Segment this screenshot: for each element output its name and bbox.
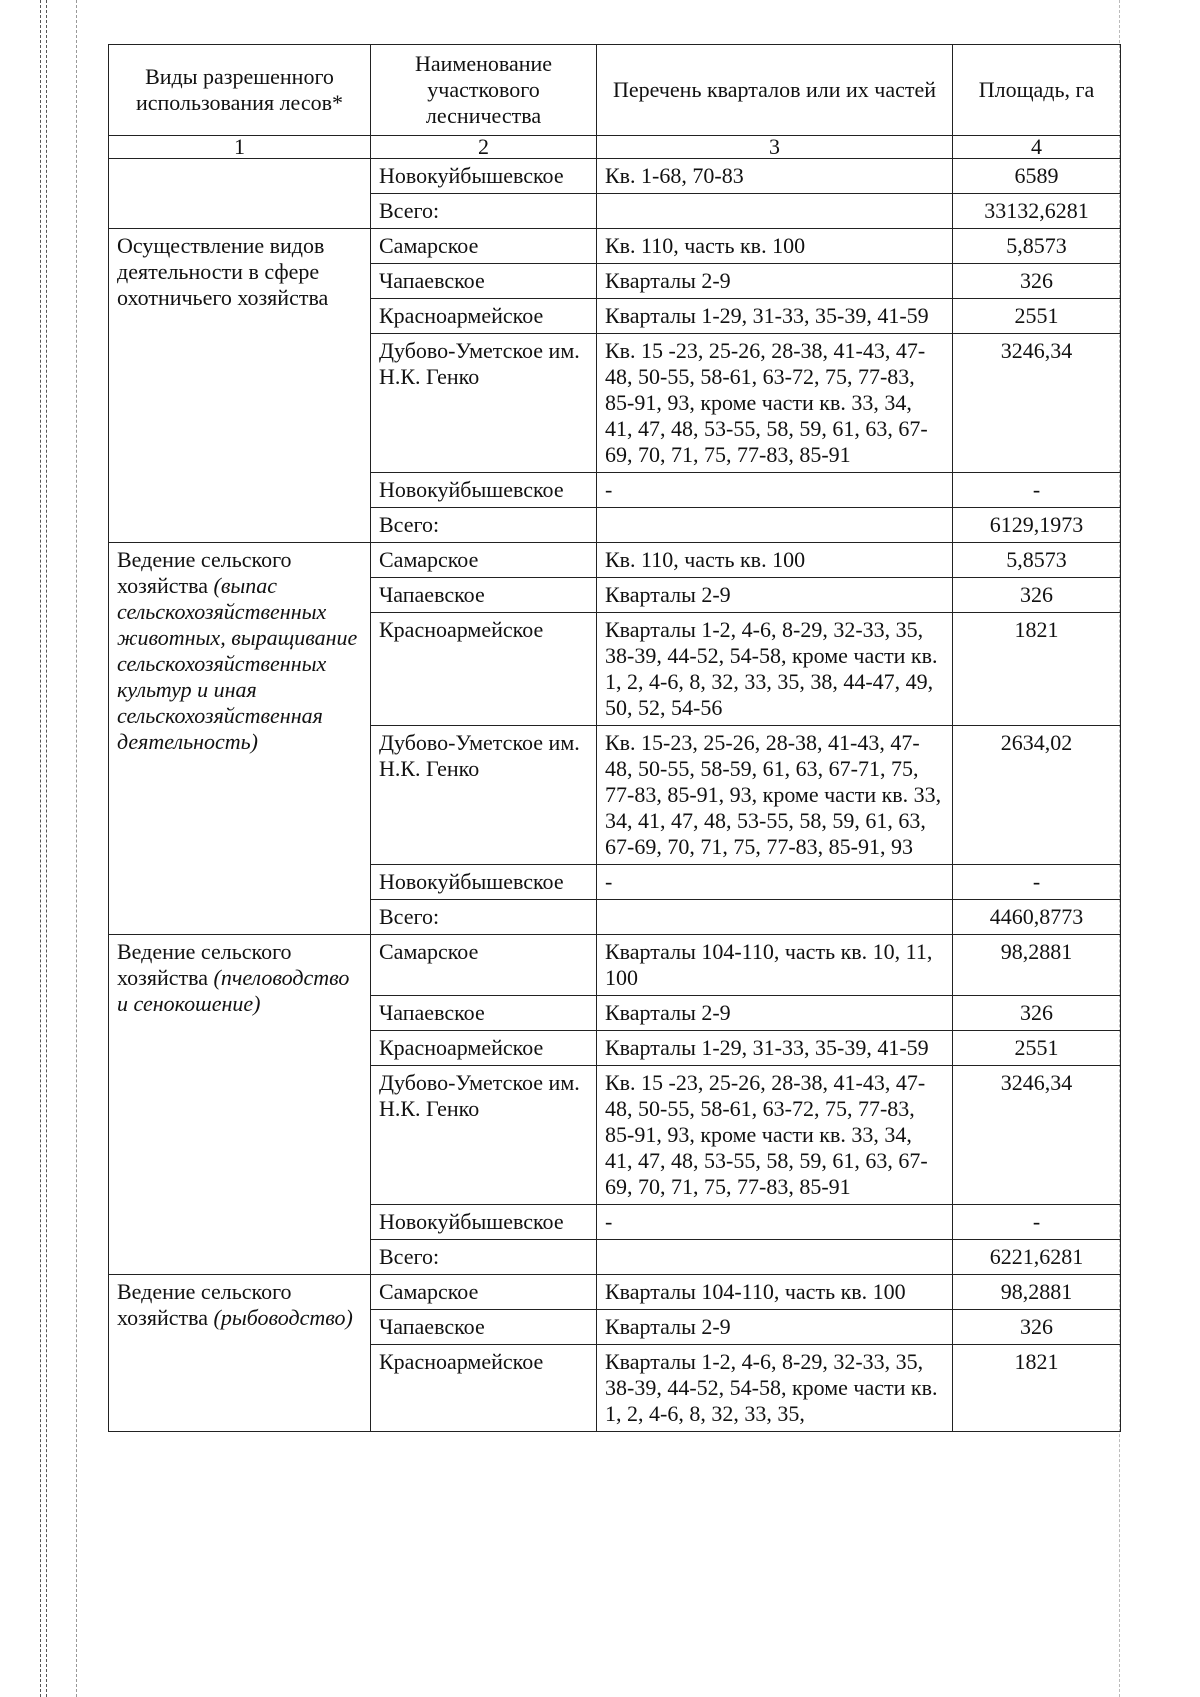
forestry-cell: Самарское	[371, 543, 597, 578]
quarters-cell: Кв. 15-23, 25-26, 28-38, 41-43, 47-48, 50-55, 58-59, 61, 63, 67-71, 75, 77-83, 85-91, 93, кроме части кв. 33, 34, 41, 47, 48, 53-55, 58, 59, 61, 63, 67-69, 70, 71, 75, 77-83, 85-91, 93	[597, 726, 953, 865]
use-kind-cell	[109, 159, 371, 229]
forestry-cell: Всего:	[371, 508, 597, 543]
area-cell: -	[953, 473, 1121, 508]
table-row	[109, 935, 1121, 996]
forest-use-table	[108, 44, 1121, 1432]
table-row	[109, 229, 1121, 264]
area-cell: 98,2881	[953, 935, 1121, 996]
area-cell: -	[953, 1205, 1121, 1240]
forestry-cell: Всего:	[371, 1240, 597, 1275]
area-cell: 6589	[953, 159, 1121, 194]
area-cell: 326	[953, 1310, 1121, 1345]
area-cell: 326	[953, 996, 1121, 1031]
column-number-row	[109, 136, 1121, 159]
quarters-cell: -	[597, 865, 953, 900]
forestry-cell: Чапаевское	[371, 264, 597, 299]
quarters-cell: Кварталы 1-2, 4-6, 8-29, 32-33, 35, 38-39, 44-52, 54-58, кроме части кв. 1, 2, 4-6, 8, 32, 33, 35, 38, 44-47, 49, 50, 52, 54-56	[597, 613, 953, 726]
table-header-row	[109, 45, 1121, 136]
table-row	[109, 1275, 1121, 1310]
quarters-cell: Кварталы 1-29, 31-33, 35-39, 41-59	[597, 1031, 953, 1066]
table-row	[109, 543, 1121, 578]
use-kind-cell	[109, 229, 371, 543]
binding-margin-line	[40, 0, 41, 1697]
area-cell: -	[953, 865, 1121, 900]
area-cell: 5,8573	[953, 543, 1121, 578]
area-cell: 6221,6281	[953, 1240, 1121, 1275]
forestry-cell: Новокуйбышевское	[371, 1205, 597, 1240]
area-cell: 326	[953, 264, 1121, 299]
header-area: Площадь, га	[953, 45, 1121, 136]
use-kind-cell	[109, 543, 371, 935]
forestry-cell: Самарское	[371, 935, 597, 996]
use-kind-detail: (рыбоводство)	[213, 1305, 353, 1330]
forestry-cell: Красноармейское	[371, 613, 597, 726]
quarters-cell: -	[597, 473, 953, 508]
use-kind-detail: (выпас сельскохозяйственных животных, выращивание сельскохозяйственных культур и иная сельскохозяйственная деятельность)	[117, 573, 358, 754]
area-cell: 1821	[953, 613, 1121, 726]
area-cell: 1821	[953, 1345, 1121, 1432]
quarters-cell: Кв. 1-68, 70-83	[597, 159, 953, 194]
quarters-cell: Кв. 110, часть кв. 100	[597, 229, 953, 264]
quarters-cell	[597, 900, 953, 935]
forestry-cell: Самарское	[371, 229, 597, 264]
quarters-cell: Кв. 15 -23, 25-26, 28-38, 41-43, 47-48, 50-55, 58-61, 63-72, 75, 77-83, 85-91, 93, кроме части кв. 33, 34, 41, 47, 48, 53-55, 58, 59, 61, 63, 67-69, 70, 71, 75, 77-83, 85-91	[597, 334, 953, 473]
quarters-cell: Кварталы 1-2, 4-6, 8-29, 32-33, 35, 38-39, 44-52, 54-58, кроме части кв. 1, 2, 4-6, 8, 32, 33, 35,	[597, 1345, 953, 1432]
forestry-cell: Всего:	[371, 900, 597, 935]
area-cell: 3246,34	[953, 1066, 1121, 1205]
header-quarters: Перечень кварталов или их частей	[597, 45, 953, 136]
table-row	[109, 159, 1121, 194]
binding-margin-line	[76, 0, 77, 1697]
forestry-cell: Новокуйбышевское	[371, 865, 597, 900]
area-cell: 2551	[953, 1031, 1121, 1066]
forestry-cell: Красноармейское	[371, 1345, 597, 1432]
column-number: 3	[597, 136, 953, 159]
table-body	[109, 159, 1121, 1432]
column-number: 2	[371, 136, 597, 159]
quarters-cell	[597, 194, 953, 229]
use-kind-text: Ведение сельского хозяйства	[117, 1279, 292, 1330]
quarters-cell	[597, 1240, 953, 1275]
area-cell: 326	[953, 578, 1121, 613]
forestry-cell: Всего:	[371, 194, 597, 229]
area-cell: 3246,34	[953, 334, 1121, 473]
forestry-cell: Новокуйбышевское	[371, 473, 597, 508]
quarters-cell: Кварталы 104-110, часть кв. 10, 11, 100	[597, 935, 953, 996]
forestry-cell: Новокуйбышевское	[371, 159, 597, 194]
quarters-cell: Кварталы 1-29, 31-33, 35-39, 41-59	[597, 299, 953, 334]
quarters-cell: Кварталы 2-9	[597, 1310, 953, 1345]
area-cell: 6129,1973	[953, 508, 1121, 543]
area-cell: 4460,8773	[953, 900, 1121, 935]
binding-margin-line	[46, 0, 47, 1697]
quarters-cell	[597, 508, 953, 543]
quarters-cell: -	[597, 1205, 953, 1240]
quarters-cell: Кв. 110, часть кв. 100	[597, 543, 953, 578]
forestry-cell: Чапаевское	[371, 578, 597, 613]
use-kind-text: Ведение сельского хозяйства	[117, 547, 292, 598]
forestry-cell: Самарское	[371, 1275, 597, 1310]
area-cell: 5,8573	[953, 229, 1121, 264]
forestry-cell: Дубово-Уметское им. Н.К. Генко	[371, 334, 597, 473]
forestry-cell: Дубово-Уметское им. Н.К. Генко	[371, 1066, 597, 1205]
column-number: 1	[109, 136, 371, 159]
quarters-cell: Кварталы 2-9	[597, 578, 953, 613]
use-kind-text: Ведение сельского хозяйства	[117, 939, 292, 990]
header-forestry: Наименование участкового лесничества	[371, 45, 597, 136]
quarters-cell: Кварталы 2-9	[597, 264, 953, 299]
area-cell: 2551	[953, 299, 1121, 334]
use-kind-cell	[109, 1275, 371, 1432]
forestry-cell: Чапаевское	[371, 1310, 597, 1345]
use-kind-cell	[109, 935, 371, 1275]
forestry-cell: Красноармейское	[371, 1031, 597, 1066]
area-cell: 33132,6281	[953, 194, 1121, 229]
header-kind: Виды разрешенного использования лесов*	[109, 45, 371, 136]
quarters-cell: Кв. 15 -23, 25-26, 28-38, 41-43, 47-48, 50-55, 58-61, 63-72, 75, 77-83, 85-91, 93, кроме части кв. 33, 34, 41, 47, 48, 53-55, 58, 59, 61, 63, 67-69, 70, 71, 75, 77-83, 85-91	[597, 1066, 953, 1205]
area-cell: 2634,02	[953, 726, 1121, 865]
use-kind-detail: (пчеловодство и сенокошение)	[117, 965, 350, 1016]
quarters-cell: Кварталы 104-110, часть кв. 100	[597, 1275, 953, 1310]
area-cell: 98,2881	[953, 1275, 1121, 1310]
column-number: 4	[953, 136, 1121, 159]
forestry-cell: Дубово-Уметское им. Н.К. Генко	[371, 726, 597, 865]
forestry-cell: Красноармейское	[371, 299, 597, 334]
forestry-cell: Чапаевское	[371, 996, 597, 1031]
use-kind-text: Осуществление видов деятельности в сфере охотничьего хозяйства	[117, 233, 329, 310]
quarters-cell: Кварталы 2-9	[597, 996, 953, 1031]
